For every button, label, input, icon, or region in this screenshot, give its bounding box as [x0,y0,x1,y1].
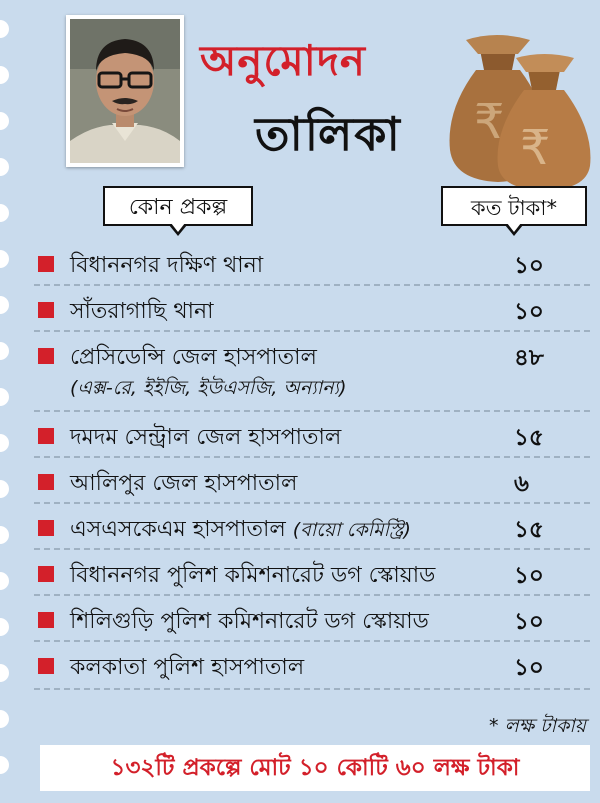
red-square-bullet [38,256,54,272]
title-line-2: তালিকা [255,107,402,161]
list-item [34,504,590,550]
list-item [34,550,590,596]
red-square-bullet [38,520,54,536]
project-amount: ১০ [514,563,544,589]
rupee-symbol: ₹ [520,120,551,176]
project-name: দমদম সেন্ট্রাল জেল হাসপাতাল [70,425,342,450]
project-column-label: কোন প্রকল্প [103,186,253,226]
project-amount: ১৫ [514,517,544,543]
rupee-money-bag-icon [436,10,596,190]
red-square-bullet [38,348,54,364]
punch-hole [0,20,9,38]
project-name: প্রেসিডেন্সি জেল হাসপাতাল [70,345,317,370]
punch-hole [0,434,9,452]
punch-hole [0,480,9,498]
project-amount: ১০ [514,609,544,635]
portrait-illustration [70,19,180,163]
project-name: আলিপুর জেল হাসপাতাল [70,471,298,496]
project-name: বিধাননগর দক্ষিণ থানা [70,253,264,278]
list-item [34,286,590,332]
project-amount: ১৫ [514,425,544,451]
red-square-bullet [38,612,54,628]
project-list [34,240,590,690]
punch-hole [0,66,9,84]
project-amount: ৬ [514,471,529,497]
project-amount: ১০ [514,655,544,681]
punch-hole [0,618,9,636]
red-square-bullet [38,428,54,444]
project-name: বিধাননগর পুলিশ কমিশনারেট ডগ স্কোয়াড [70,563,436,588]
list-item [34,458,590,504]
punch-hole [0,342,9,360]
project-name: শিলিগুড়ি পুলিশ কমিশনারেট ডগ স্কোয়াড [70,609,429,634]
red-square-bullet [38,474,54,490]
punch-hole [0,756,9,774]
red-square-bullet [38,302,54,318]
project-name: সাঁতরাগাছি থানা [70,299,214,324]
project-name: কলকাতা পুলিশ হাসপাতাল [70,655,305,680]
amount-column-label: কত টাকা* [441,186,587,226]
list-item [34,412,590,458]
punch-hole [0,526,9,544]
project-note: (এক্স-রে, ইইজি, ইউএসজি, অন্যান্য) [70,377,347,399]
punch-hole [0,710,9,728]
punch-hole [0,664,9,682]
rupee-symbol: ₹ [474,94,505,150]
list-item [34,332,590,412]
project-amount: ৪৮ [514,345,544,371]
footnote: * লক্ষ টাকায় [489,715,586,737]
title-line-1: অনুমোদন [200,36,366,85]
red-square-bullet [38,658,54,674]
list-item [34,642,590,690]
project-amount: ১০ [514,253,544,279]
list-item [34,240,590,286]
punch-hole [0,388,9,406]
punch-hole [0,158,9,176]
project-amount: ১০ [514,299,544,325]
punch-hole [0,572,9,590]
list-item [34,596,590,642]
total-summary-banner: ১৩২টি প্রকল্পে মোট ১০ কোটি ৬০ লক্ষ টাকা [40,745,590,791]
punch-hole [0,112,9,130]
punch-hole [0,296,9,314]
project-name [70,512,411,549]
project-note: (বায়ো কেমিস্ট্রি) [292,519,411,541]
portrait-photo [66,15,184,167]
project-name-text: এসএসকেএম হাসপাতাল [70,517,293,542]
punch-hole [0,250,9,268]
red-square-bullet [38,566,54,582]
punch-hole [0,204,9,222]
